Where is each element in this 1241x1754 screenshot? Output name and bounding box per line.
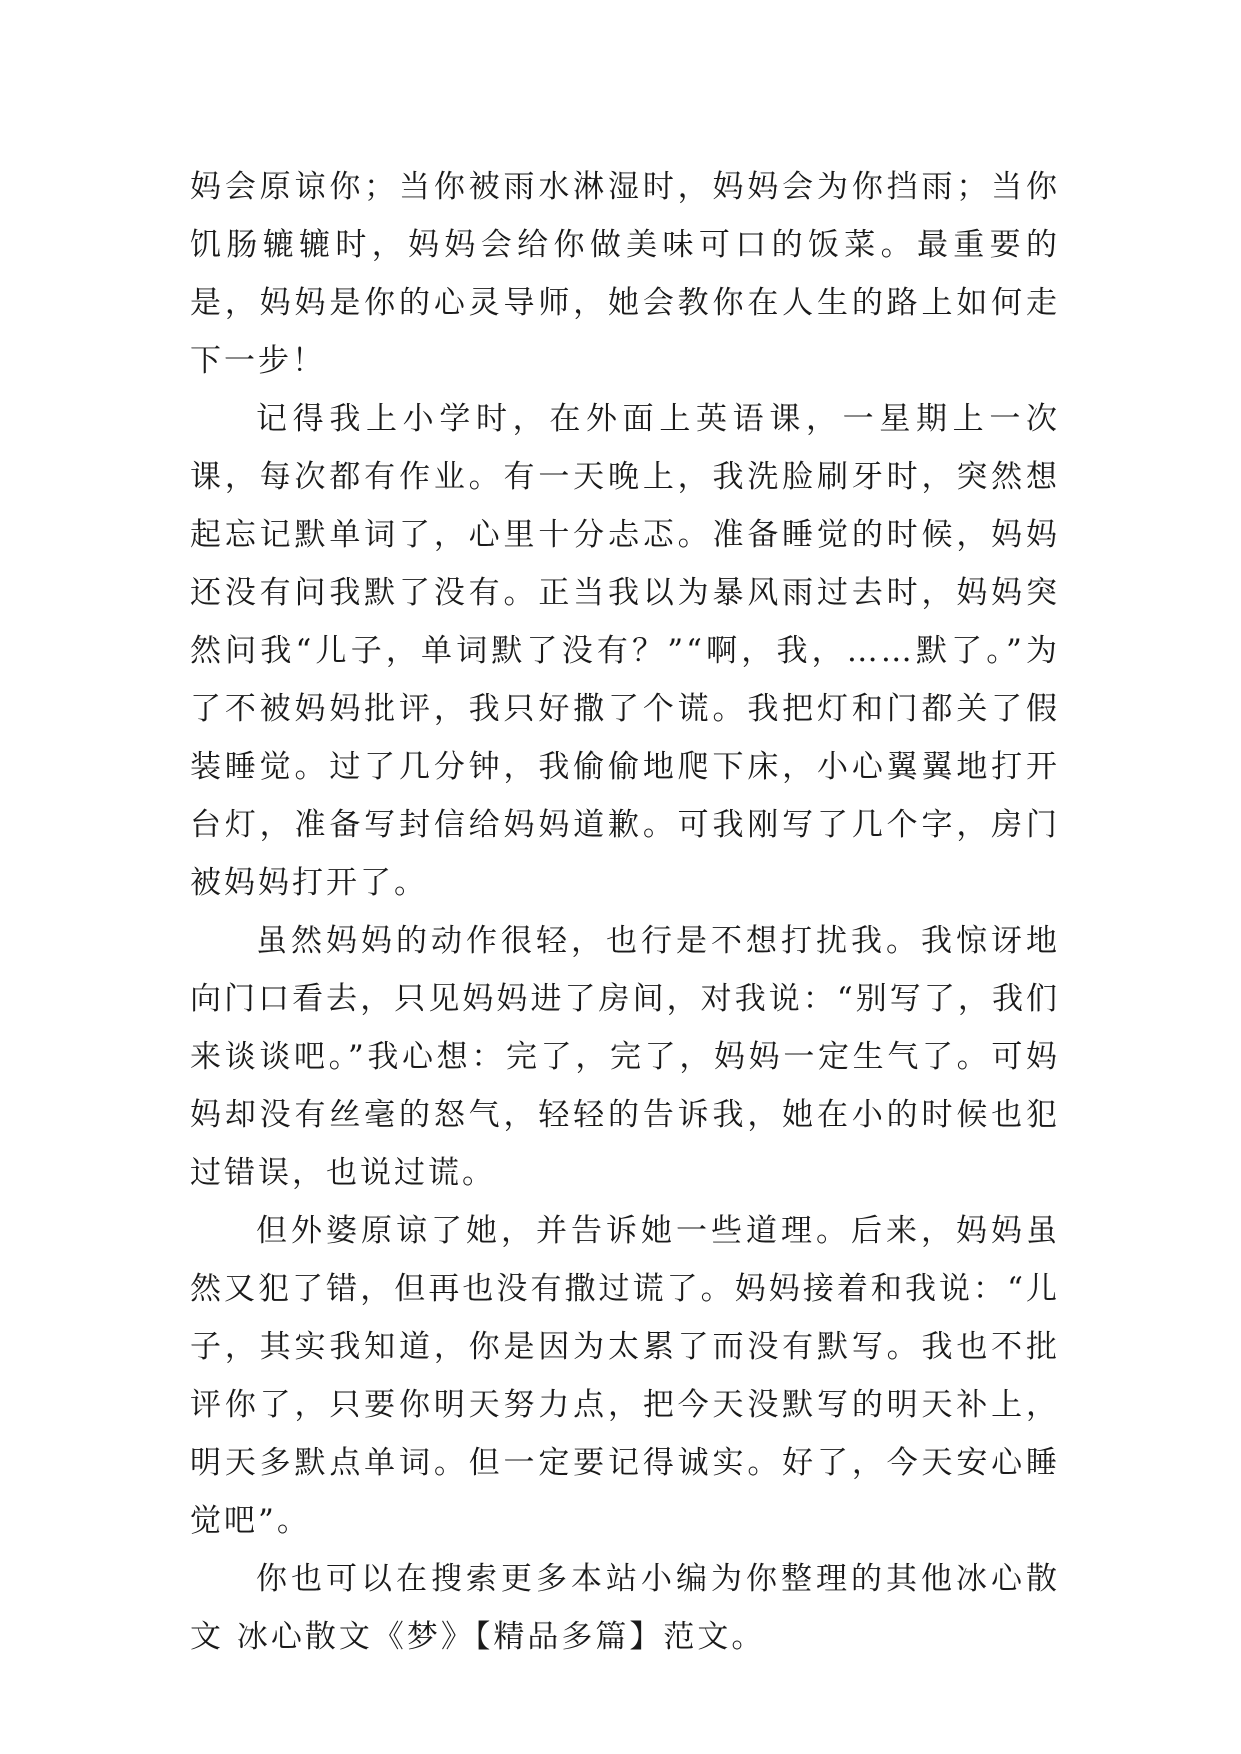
paragraph-5: 你也可以在搜索更多本站小编为你整理的其他冰心散文 冰心散文《梦》【精品多篇】范文。	[190, 1561, 1060, 1655]
paragraph-1: 妈会原谅你；当你被雨水淋湿时，妈妈会为你挡雨；当你饥肠辘辘时，妈妈会给你做美味可口的饭菜。最重要的是，妈妈是你的心灵导师，她会教你在人生的路上如何走下一步！	[190, 169, 1060, 379]
paragraph-4: 但外婆原谅了她，并告诉她一些道理。后来，妈妈虽然又犯了错，但再也没有撒过谎了。妈妈接着和我说：“儿子，其实我知道，你是因为太累了而没有默写。我也不批评你了，只要你明天努力点，把今天没默写的明天补上，明天多默点单词。但一定要记得诚实。好了，今天安心睡觉吧”。	[190, 1213, 1060, 1539]
paragraph-3: 虽然妈妈的动作很轻，也行是不想打扰我。我惊讶地向门口看去，只见妈妈进了房间，对我说：“别写了，我们来谈谈吧。”我心想：完了，完了，妈妈一定生气了。可妈妈却没有丝毫的怒气，轻轻的告诉我，她在小的时候也犯过错误，也说过谎。	[190, 923, 1060, 1191]
document-body	[190, 158, 1060, 1666]
paragraph-2: 记得我上小学时，在外面上英语课，一星期上一次课，每次都有作业。有一天晚上，我洗脸刷牙时，突然想起忘记默单词了，心里十分忐忑。准备睡觉的时候，妈妈还没有问我默了没有。正当我以为暴风雨过去时，妈妈突然问我“儿子，单词默了没有？”“啊，我，……默了。”为了不被妈妈批评，我只好撒了个谎。我把灯和门都关了假装睡觉。过了几分钟，我偷偷地爬下床，小心翼翼地打开台灯，准备写封信给妈妈道歉。可我刚写了几个字，房门被妈妈打开了。	[190, 401, 1060, 901]
